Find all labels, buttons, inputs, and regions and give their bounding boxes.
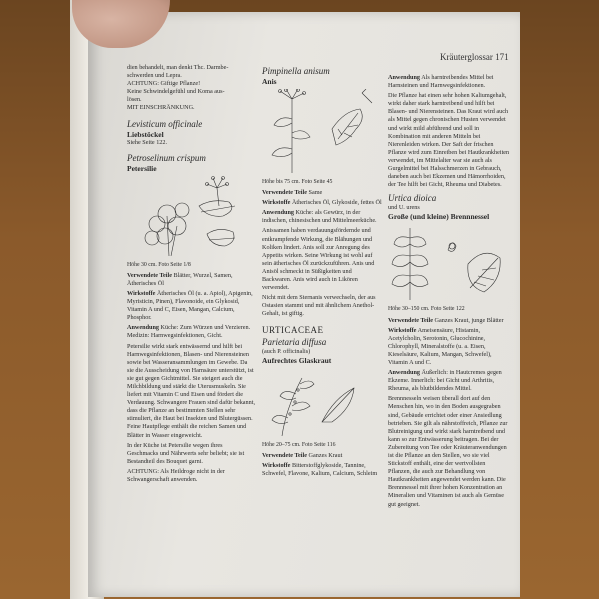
intro-line: lösen. [127, 96, 142, 104]
parsley-use [127, 324, 255, 340]
intro-line: Keine Schwindelgefühl und Koma aus- [127, 88, 225, 96]
use-text: Küche: als Gewürz, in der indischen, chinesischen und Mittelmeerküche. [262, 209, 377, 225]
pimpinella-common-name: Anis [262, 77, 277, 86]
urtica-note: und U. urens [388, 204, 420, 212]
intro-use [388, 74, 510, 90]
column-1 [127, 64, 255, 486]
parietaria-note: (auch P. officinalis) [262, 347, 311, 355]
parietaria-common-name: Aufrechtes Glaskraut [262, 355, 332, 365]
intro-line: schwerden und Lepra. [127, 72, 182, 80]
intro-line: ACHTUNG: Giftige Pflanze! [127, 80, 201, 88]
running-header: Kräuterglossar 171 [440, 52, 509, 62]
parts-label: Verwendete Teile [262, 189, 307, 197]
anise-illustration [262, 89, 382, 175]
parts-text: Ganzes Kraut, junge Blätter [434, 316, 504, 324]
active-label: Wirkstoffe [127, 289, 156, 297]
column-2 [262, 62, 382, 480]
parsley-warning: ACHTUNG: Als Heildroge nicht in der Schwangerschaft anwenden. [127, 467, 225, 483]
parts-text: Same [308, 189, 323, 197]
active-text: Ätherisches Öl, Glykoside, fettes Öl [291, 199, 382, 207]
anise-use [262, 209, 382, 225]
use-text: Äußerlich: in Hautcremes gegen Ekzeme. Innerlich: bei Gicht und Arthritis, Rheuma, als blutbildendes Mittel. [388, 369, 502, 393]
anise-body: Anissamen haben verdauungsfördernde und entkrampfende Wirkung, die Blähungen und Koliken lindert. Anis soll zur Anregung des Appetits wirken. Seine Wirkung ist wohl auf sein ätherisches Öl zurückzuführen. Anis und Anisöl schmeckt in Süßigkeiten und Backwaren. Anis wird auch in Likören verwendet. [262, 227, 375, 292]
levisticum-scientific-name: Levisticum officinale [127, 118, 203, 129]
nettle-illustration [388, 224, 510, 302]
active-text: Bitterstoffglykoside, Tannine, Schwefel, Flavone, Kalium, Calcium, Schleim [262, 461, 378, 477]
parsley-parts [127, 272, 255, 288]
nettle-parts [388, 317, 510, 325]
parts-label: Verwendete Teile [127, 271, 172, 279]
parts-text: Blätter, Wurzel, Samen, Ätherisches Öl [127, 271, 233, 287]
pellitory-parts [262, 452, 382, 460]
active-text: Ameisensäure, Histamin, Acetylcholin, Serotonin, Glucochinine, Chlorophyll, Mineralstoffe (u. a. Eisen, Kieselsäure, Kalium, Mangan, Schwefel), Vitamin A und C. [388, 326, 492, 366]
use-text: Als harntreibendes Mittel bei Harnsteinen und Harnwegsinfektionen. [388, 74, 494, 90]
levisticum-reference: Siehe Seite 122. [127, 138, 168, 146]
use-text: Küche: Zum Würzen und Verzieren. Medizin: Harnwegsinfektionen, Gicht. [127, 324, 251, 340]
petroselinum-scientific-name: Petroselinum crispum [127, 152, 206, 163]
urticaceae-family-heading: URTICACEAE [262, 324, 324, 335]
parsley-body-2: In der Küche ist Petersilie wegen ihres Geschmacks und Nährwerts sehr beliebt; sie ist Bestandteil des Bouquet garni. [127, 441, 245, 465]
petroselinum-common-name: Petersilie [127, 163, 157, 173]
parietaria-scientific-name: Parietaria diffusa [262, 336, 327, 347]
active-label: Wirkstoffe [388, 326, 417, 334]
anise-caption: Höhe bis 75 cm. Foto Seite 45 [262, 179, 333, 185]
use-label: Anwendung [262, 209, 294, 217]
parsley-body: Petersilie wirkt stark entwässernd und hilft bei Harnwegsinfektionen, Blasen- und Nierensteinen sowie bei Wasseransammlungen im Gewebe. Da sie die Ausscheidung von Harnsäure unterstützt, ist sie gut gegen Gichtmittel. Sie steigert auch die Milchbildung und stärkt die Uterusmuskeln. Sie liefert mit Vitamin C und Eisen und fördert die Verdauung. Schwangere Frauen sind dafür bekannt, dass die Pflanze an bestimmten Stellen sehr stimuliert, die Haut bei Insekten und Blutergüssen. Feine Hautpflege enthält die reichen Samen und Blätter in Wasser eingeweicht. [127, 342, 256, 439]
pellitory-illustration [262, 368, 382, 438]
use-label: Anwendung [127, 324, 159, 332]
parts-label: Verwendete Teile [262, 451, 307, 459]
urtica-common-name: Große (und kleine) Brennnessel [388, 212, 490, 222]
anise-active [262, 199, 382, 207]
parsley-active [127, 290, 255, 322]
parts-label: Verwendete Teile [388, 316, 433, 324]
pellitory-active [262, 462, 382, 478]
column-3 [388, 74, 510, 511]
intro-line: dien behandelt, man denkt Thc. Darmbe- [127, 64, 229, 71]
nettle-body: Brennnesseln weisen überall dort auf den Menschen hin, wo in den Boden ausgegraben sind, Gebäude errichtet oder einer Ansiedlung betrieben. Sie gilt als nährstoffreich, Pflanze zur Blutreinigung und wirkt stark harntreibend und kann so zur Entwässerung beitragen. Bei der Zubereitung von Tee oder Kräuteranwendungen ist die Pflanze an den Stellen, wo sie viel Stickstoff enthält, eine der wertvollsten Pflanzen, die auch zur Behandlung von Hautkrankheiten angewendet werden kann. Die Brennnessel mit ihrer hohen Konzentration an Mineralien und Vitaminen ist auch als Gemüse gut geeignet. [388, 395, 508, 508]
parsley-illustration [127, 176, 255, 258]
intro-block [127, 64, 255, 113]
anise-body-2: Nicht mit dem Sternanis verwechseln, der aus Ostasien stammt und mit ähnlichem Anethol-Gehalt, ist giftig. [262, 294, 376, 318]
levisticum-common-name: Liebstöckel [127, 129, 164, 139]
use-label: Anwendung [388, 74, 420, 81]
intro-line: MIT EINSCHRÄNKUNG. [127, 104, 195, 112]
intro-body: Die Pflanze hat einen sehr hohen Kaliumgehalt, wirkt daher stark harntreibend und hilft bei Blasen- und Nierensteinen. Das Kraut wird auch als Mittel gegen chronischen Husten verwendet und wirkt mild abführend und soll in Kombination mit anderen Mitteln bei Nierenleiden wirken. Der Saft der frischen Pflanze wird zum Einreiben bei Hautkrankheiten verwendet, im Mittelalter war sie auch als Gurgelmittel bei Halsschmerzen in Gebrauch, daneben auch bei Ekzemen und Hämorrhoiden, der Tee hilft bei Gicht, Rheuma und Diabetes. [388, 92, 510, 189]
nettle-use [388, 369, 510, 393]
active-label: Wirkstoffe [262, 461, 291, 469]
parsley-caption: Höhe 30 cm. Foto Seite 1/8 [127, 261, 191, 268]
pellitory-caption: Höhe 20–75 cm. Foto Seite 116 [262, 441, 336, 448]
use-label: Anwendung [388, 369, 420, 377]
parts-text: Ganzes Kraut [308, 451, 343, 459]
pimpinella-scientific-name: Pimpinella anisum [262, 66, 330, 76]
urtica-scientific-name: Urtica dioica [388, 193, 437, 204]
anise-parts [262, 189, 382, 197]
nettle-caption: Höhe 30–150 cm. Foto Seite 122 [388, 306, 465, 313]
active-label: Wirkstoffe [262, 199, 291, 207]
nettle-active [388, 327, 510, 367]
active-text: Ätherisches Öl (u. a. Apiol), Apigenin, Myristicin, Pinen), Flavonoide, ein Glykosid, Vitamin A und C, Eisen, Mangan, Calcium, Phosphor. [127, 289, 253, 322]
